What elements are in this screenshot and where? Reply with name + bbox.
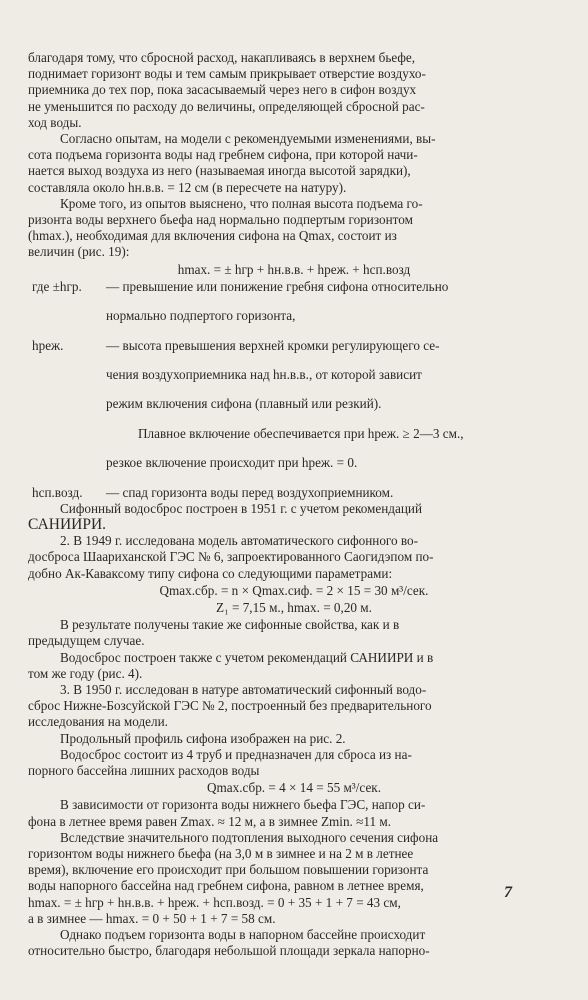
- text-line: горизонтом воды нижнего бьефа (на 3,0 м в зимнее и на 2 м в летнее: [28, 846, 414, 862]
- text-line: САНИИРИ.: [28, 515, 107, 533]
- definition-row: [28, 279, 560, 295]
- definition-term: где ±hгр.: [32, 278, 82, 294]
- text-line: поднимает горизонт воды и тем самым прикрывает отверстие воздухо-: [28, 66, 426, 82]
- text-line: нается выход воздуха из него (называемая иногда высотой зарядки),: [28, 163, 411, 179]
- text-line: Вследствие значительного подтопления выходного сечения сифона: [60, 829, 439, 845]
- text-line: Кроме того, из опытов выяснено, что полная высота подъема го-: [60, 195, 423, 211]
- text-line: (hmax.), необходимая для включения сифона на Qmax, состоит из: [28, 228, 397, 244]
- formula: Qmax.сбр. = 4 × 14 = 55 м³/сек.: [206, 780, 382, 796]
- text-line: относительно быстро, благодаря небольшой площади зеркала напорно-: [28, 943, 430, 959]
- text-line: 3. В 1950 г. исследован в натуре автоматический сифонный водо-: [60, 682, 427, 698]
- text-line: Сифонный водосброс построен в 1951 г. с учетом рекомендаций: [60, 500, 423, 516]
- text-line: время), включение его происходит при большом повышении горизонта: [28, 862, 429, 878]
- formula: Qmax.сбр. = n × Qmax.сиф. = 2 × 15 = 30 м³/сек.: [159, 582, 429, 598]
- text-line: В зависимости от горизонта воды нижнего бьефа ГЭС, напор си-: [60, 797, 426, 813]
- definition-text: — высота превышения верхней кромки регулирующего се-: [106, 337, 440, 353]
- definition-text: — спад горизонта воды перед воздухоприемником.: [106, 484, 394, 500]
- text-line: Однако подъем горизонта воды в напорном бассейне происходит: [60, 927, 426, 943]
- text-line: сброс Нижне-Бозсуйской ГЭС № 2, построенный без предварительного: [28, 698, 432, 714]
- page-number: 7: [504, 884, 512, 901]
- text-line: величин (рис. 19):: [28, 244, 130, 260]
- text-line: благодаря тому, что сбросной расход, накапливаясь в верхнем бьефе,: [28, 50, 416, 65]
- text-line: Водосброс состоит из 4 труб и предназначен для сброса из на-: [60, 746, 412, 762]
- text-line: В результате получены такие же сифонные свойства, как и в: [60, 617, 400, 633]
- text-line: сота подъема горизонта воды над гребнем сифона, при которой начи-: [28, 147, 418, 163]
- text-line: досброса Шаариханской ГЭС № 6, запроектированного Саогидэпом по-: [28, 549, 434, 565]
- text-line: составляла около hн.в.в. = 12 см (в пересчете на натуру).: [28, 179, 347, 195]
- text-line: чения воздухоприемника над hн.в.в., от которой зависит: [106, 367, 422, 383]
- definition-term: hреж.: [32, 337, 64, 353]
- formula: hmax. = ± hгр + hн.в.в. + hреж. + hсп.возд: [177, 261, 411, 277]
- text-line: нормально подпертого горизонта,: [106, 308, 296, 324]
- text-line: режим включения сифона (плавный или резкий).: [106, 396, 382, 412]
- text-line: 2. В 1949 г. исследована модель автоматического сифонного во-: [60, 533, 419, 549]
- formula: Z₁ = 7,15 м., hmax. = 0,20 м.: [216, 600, 372, 615]
- text-line: Водосброс построен также с учетом рекомендаций САНИИРИ и в: [60, 649, 434, 665]
- text-line: воды напорного бассейна над гребнем сифона, равном в летнее время,: [28, 878, 424, 894]
- text-line: Плавное включение обеспечивается при hреж. ≥ 2—3 см.,: [138, 425, 464, 441]
- definition-text: — превышение или понижение гребня сифона относительно: [106, 278, 449, 294]
- text-line: приемника до тех пор, пока засасываемый через него в сифон воздух: [28, 82, 417, 98]
- definition-row: [28, 485, 560, 501]
- text-line: Согласно опытам, на модели с рекомендуемыми изменениями, вы-: [60, 131, 436, 147]
- text-line: исследования на модели.: [28, 714, 168, 730]
- text-line: предыдущем случае.: [28, 633, 145, 649]
- text-line: порного бассейна лишних расходов воды: [28, 763, 260, 779]
- text-line: не уменьшится по расходу до величины, определяющей сбросной рас-: [28, 98, 425, 114]
- text-line: фона в летнее время равен Zmax. ≈ 12 м, а в зимнее Zmin. ≈11 м.: [28, 813, 392, 829]
- text-line: ход воды.: [28, 114, 82, 130]
- text-line: ризонта воды верхнего бьефа над нормально подпертым горизонтом: [28, 212, 413, 228]
- formula: hmax. = ± hгр + hн.в.в. + hреж. + hсп.возд. = 0 + 35 + 1 + 7 = 43 см,: [28, 894, 401, 910]
- text-line: том же году (рис. 4).: [28, 665, 143, 681]
- definition-term: hсп.возд.: [32, 484, 83, 500]
- definition-row: [28, 338, 560, 354]
- page-text: [28, 50, 560, 959]
- text-line: Продольный профиль сифона изображен на рис. 2.: [60, 730, 346, 746]
- formula: а в зимнее — hmax. = 0 + 50 + 1 + 7 = 58 см.: [28, 910, 276, 926]
- text-line: добно Ак-Каваксому типу сифона со следующими параметрами:: [28, 565, 393, 581]
- text-line: резкое включение происходит при hреж. = 0.: [106, 455, 358, 471]
